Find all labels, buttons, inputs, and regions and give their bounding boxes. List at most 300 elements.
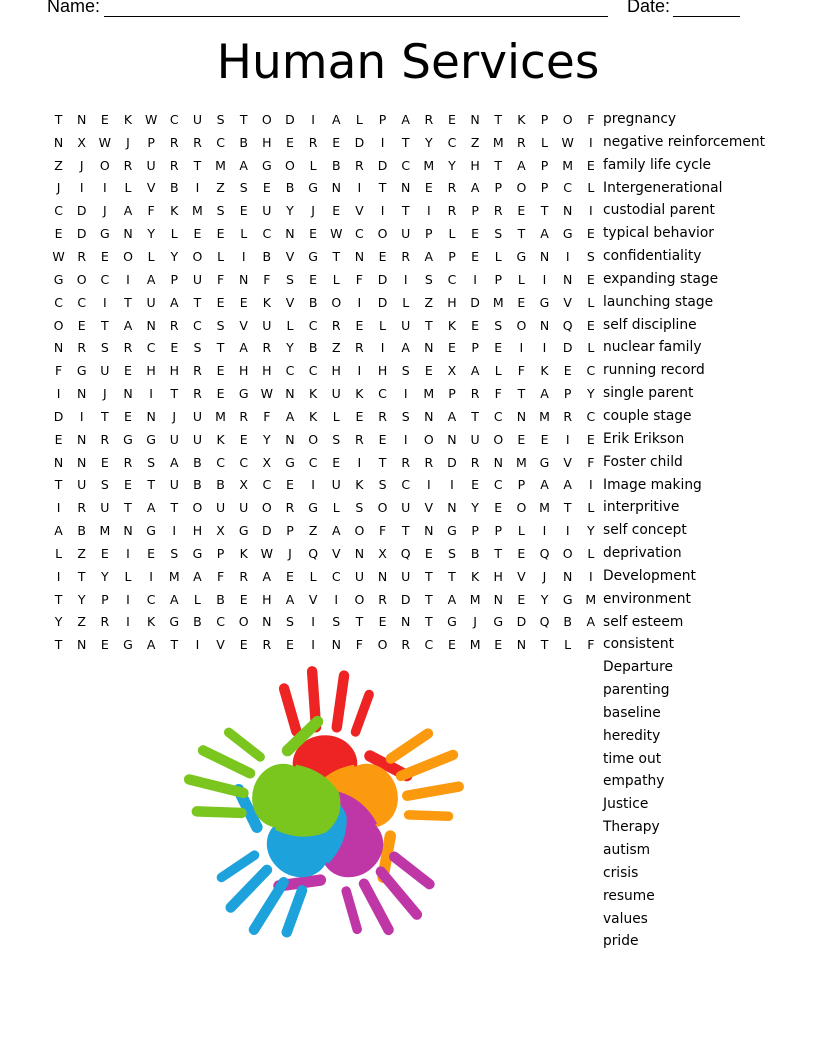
grid-letter: G (539, 454, 550, 470)
grid-letter: E (100, 111, 109, 127)
grid-letter: K (517, 111, 526, 127)
grid-letter: L (587, 340, 595, 356)
grid-letter: I (149, 568, 153, 584)
grid-letter: I (542, 340, 547, 356)
grid-letter: Y (540, 591, 549, 607)
grid-letter: I (56, 386, 61, 402)
grid-letter: P (286, 523, 294, 539)
grid-letter: N (470, 111, 480, 127)
grid-letter: A (540, 386, 549, 402)
grid-letter: P (378, 111, 387, 127)
grid-letter: L (332, 500, 340, 516)
grid-letter: G (447, 523, 457, 539)
grid-letter: Q (308, 545, 319, 561)
grid-letter: N (447, 500, 457, 516)
grid-letter: A (123, 203, 133, 219)
grid-letter: E (286, 637, 294, 653)
grid-letter: N (354, 545, 365, 561)
grid-letter: E (239, 203, 248, 219)
grid-letter: I (426, 477, 431, 493)
grid-letter: E (517, 591, 526, 607)
grid-letter: G (123, 431, 133, 447)
grid-letter: E (332, 203, 341, 219)
date-field[interactable] (673, 16, 740, 17)
grid-letter: P (471, 203, 479, 219)
grid-letter: K (216, 431, 225, 447)
grid-letter: L (587, 545, 595, 561)
grid-letter: D (516, 614, 527, 630)
grid-letter: T (378, 454, 387, 470)
grid-letter: O (562, 111, 573, 127)
grid-letter: I (473, 271, 477, 287)
grid-letter: A (401, 340, 410, 356)
grid-letter: R (424, 111, 434, 127)
grid-letter: N (146, 408, 156, 424)
grid-letter: U (401, 317, 411, 333)
grid-letter: F (378, 523, 387, 539)
grid-letter: E (494, 340, 503, 356)
grid-letter: E (586, 317, 595, 333)
grid-letter: L (193, 591, 201, 607)
grid-letter: U (401, 226, 411, 242)
grid-letter: O (377, 637, 388, 653)
grid-letter: Y (471, 500, 479, 516)
grid-letter: G (308, 500, 318, 516)
grid-letter: E (54, 431, 63, 447)
name-label: Name: (47, 0, 101, 16)
grid-letter: P (540, 180, 549, 196)
grid-letter: T (147, 477, 155, 493)
grid-letter: S (424, 271, 433, 287)
grid-letter: Y (286, 340, 294, 356)
grid-letter: H (262, 363, 272, 379)
grid-letter: A (563, 477, 572, 493)
grid-letter: M (192, 203, 203, 219)
grid-letter: G (308, 180, 318, 196)
grid-letter: I (380, 340, 385, 356)
grid-letter: E (54, 226, 63, 242)
grid-letter: P (425, 226, 433, 242)
grid-letter: O (377, 500, 388, 516)
grid-letter: M (469, 637, 481, 653)
grid-letter: N (493, 591, 503, 607)
grid-letter: A (123, 317, 133, 333)
grid-letter: V (216, 637, 225, 653)
grid-letter: Y (586, 386, 595, 402)
grid-letter: B (563, 614, 572, 630)
word-list-item: Erik Erikson (603, 430, 685, 447)
grid-letter: U (192, 408, 202, 424)
grid-letter: L (309, 568, 317, 584)
grid-letter: L (517, 523, 525, 539)
grid-letter: G (261, 157, 272, 173)
grid-letter: P (147, 134, 155, 150)
grid-letter: G (447, 614, 457, 630)
grid-letter: A (517, 157, 526, 173)
grid-letter: A (447, 591, 457, 607)
grid-letter: I (565, 523, 570, 539)
grid-letter: B (77, 523, 86, 539)
grid-letter: R (308, 134, 318, 150)
grid-letter: I (79, 180, 84, 196)
grid-letter: O (261, 111, 272, 127)
grid-letter: U (401, 500, 411, 516)
grid-letter: A (239, 340, 248, 356)
grid-letter: N (77, 431, 87, 447)
grid-letter: R (470, 386, 480, 402)
grid-letter: C (586, 363, 596, 379)
grid-letter: L (379, 317, 387, 333)
grid-letter: O (516, 317, 527, 333)
grid-letter: I (588, 203, 593, 219)
grid-letter: F (494, 386, 502, 402)
grid-letter: U (146, 157, 156, 173)
grid-letter: N (53, 340, 64, 356)
grid-letter: G (76, 363, 87, 379)
grid-letter: N (53, 454, 64, 470)
grid-letter: U (215, 500, 226, 516)
grid-letter: B (169, 180, 179, 196)
grid-letter: P (170, 271, 179, 287)
grid-letter: R (493, 203, 503, 219)
word-list-item: family life cycle (603, 156, 712, 173)
grid-letter: C (424, 637, 434, 653)
grid-letter: C (216, 614, 225, 630)
grid-letter: T (239, 111, 248, 127)
grid-letter: G (146, 523, 156, 539)
grid-letter: A (146, 500, 156, 516)
grid-letter: E (100, 637, 109, 653)
grid-letter: L (55, 545, 63, 561)
grid-letter: G (308, 248, 318, 264)
grid-letter: Y (170, 248, 179, 264)
grid-letter: P (563, 386, 572, 402)
grid-letter: R (355, 157, 364, 173)
grid-letter: I (403, 386, 408, 402)
grid-letter: Y (448, 157, 456, 173)
grid-letter: S (216, 203, 225, 219)
grid-letter: J (311, 203, 315, 219)
grid-letter: G (100, 226, 110, 242)
grid-letter: P (471, 340, 479, 356)
grid-letter: I (380, 134, 385, 150)
grid-letter: I (195, 180, 200, 196)
grid-letter: I (241, 248, 246, 264)
grid-letter: T (101, 408, 109, 424)
grid-letter: E (216, 363, 225, 379)
grid-letter: V (563, 294, 572, 310)
grid-letter: T (54, 477, 63, 493)
grid-letter: V (285, 294, 295, 310)
grid-letter: N (123, 226, 133, 242)
grid-letter: R (563, 408, 572, 424)
grid-letter: E (124, 408, 132, 424)
hands-illustration (160, 660, 480, 970)
grid-letter: H (262, 591, 272, 607)
grid-letter: U (262, 203, 272, 219)
grid-letter: Z (216, 180, 225, 196)
grid-letter: A (470, 363, 480, 379)
grid-letter: W (561, 134, 574, 150)
grid-letter: K (540, 363, 549, 379)
grid-letter: C (378, 386, 387, 402)
grid-letter: T (124, 294, 132, 310)
grid-letter: E (216, 386, 225, 402)
grid-letter: I (519, 340, 524, 356)
grid-letter: R (262, 340, 272, 356)
grid-letter: L (587, 500, 595, 516)
grid-letter: E (517, 203, 526, 219)
grid-letter: S (378, 477, 387, 493)
grid-letter: B (193, 614, 202, 630)
grid-letter: L (332, 271, 340, 287)
grid-letter: E (239, 637, 248, 653)
grid-letter: T (540, 203, 549, 219)
grid-letter: J (542, 568, 547, 584)
grid-letter: C (447, 271, 457, 287)
grid-letter: I (565, 248, 570, 264)
grid-letter: T (448, 568, 456, 584)
grid-letter: Z (77, 545, 86, 561)
grid-letter: E (355, 317, 364, 333)
grid-letter: L (332, 408, 340, 424)
grid-letter: X (378, 545, 387, 561)
grid-letter: I (403, 431, 408, 447)
grid-letter: I (542, 271, 547, 287)
grid-letter: Y (586, 523, 595, 539)
grid-letter: I (588, 568, 593, 584)
word-list-item: parenting (603, 682, 670, 699)
grid-letter: B (216, 591, 225, 607)
grid-letter: T (193, 157, 202, 173)
grid-letter: V (285, 248, 295, 264)
grid-letter: R (100, 431, 110, 447)
grid-letter: I (126, 614, 130, 630)
grid-letter: Y (263, 431, 271, 447)
grid-letter: O (53, 317, 64, 333)
grid-letter: C (216, 134, 225, 150)
grid-letter: R (77, 500, 87, 516)
grid-letter: N (331, 637, 341, 653)
grid-letter: G (539, 294, 550, 310)
grid-letter: L (355, 111, 363, 127)
word-list-item: Image making (603, 476, 702, 493)
grid-letter: U (331, 386, 341, 402)
grid-letter: D (76, 226, 87, 242)
header (0, 0, 816, 22)
grid-letter: U (169, 431, 179, 447)
grid-letter: R (169, 134, 179, 150)
grid-letter: P (540, 111, 549, 127)
grid-letter: B (308, 294, 318, 310)
grid-letter: W (260, 386, 274, 402)
grid-letter: A (54, 523, 63, 539)
grid-letter: W (260, 545, 274, 561)
grid-letter: L (517, 271, 525, 287)
word-list-item: running record (603, 362, 705, 379)
grid-letter: R (470, 454, 480, 470)
grid-letter: N (424, 340, 434, 356)
grid-letter: M (539, 500, 550, 516)
grid-letter: E (100, 454, 109, 470)
grid-letter: E (378, 614, 387, 630)
grid-letter: N (285, 431, 295, 447)
grid-letter: O (354, 591, 365, 607)
grid-letter: V (308, 591, 318, 607)
grid-letter: M (492, 134, 504, 150)
grid-letter: P (101, 591, 109, 607)
grid-letter: F (54, 363, 63, 379)
grid-letter: A (193, 568, 202, 584)
grid-letter: A (169, 591, 179, 607)
grid-letter: A (169, 454, 179, 470)
word-list-item: consistent (603, 636, 675, 653)
grid-letter: N (331, 180, 341, 196)
grid-letter: E (471, 317, 480, 333)
word-list-item: empathy (603, 773, 665, 790)
grid-letter: G (238, 386, 249, 402)
grid-letter: G (146, 431, 156, 447)
grid-letter: N (77, 454, 87, 470)
grid-letter: E (448, 340, 456, 356)
word-list-item: interpritive (603, 499, 680, 516)
grid-letter: L (494, 363, 502, 379)
grid-letter: R (169, 317, 179, 333)
grid-letter: N (77, 386, 87, 402)
grid-letter: A (470, 180, 480, 196)
grid-letter: N (539, 248, 550, 264)
grid-letter: R (401, 454, 411, 470)
grid-letter: S (216, 111, 225, 127)
grid-letter: R (123, 340, 133, 356)
word-list-item: couple stage (603, 407, 692, 424)
grid-letter: W (330, 226, 343, 242)
grid-letter: P (494, 271, 503, 287)
grid-letter: K (447, 317, 457, 333)
word-list-item: Departure (603, 659, 674, 676)
grid-letter: A (239, 157, 248, 173)
grid-letter: E (77, 317, 86, 333)
grid-letter: C (100, 271, 110, 287)
grid-letter: K (309, 386, 318, 402)
grid-letter: R (285, 500, 295, 516)
grid-letter: L (217, 248, 225, 264)
grid-letter: L (309, 157, 317, 173)
grid-letter: R (424, 454, 434, 470)
word-list-item: baseline (603, 704, 661, 721)
name-field[interactable] (104, 16, 608, 17)
grid-letter: A (586, 614, 596, 630)
grid-letter: S (170, 545, 179, 561)
grid-letter: E (216, 226, 225, 242)
grid-letter: I (195, 637, 200, 653)
grid-letter: I (357, 454, 362, 470)
grid-letter: V (563, 454, 572, 470)
grid-letter: A (447, 408, 457, 424)
grid-letter: C (563, 180, 573, 196)
word-list-item: expanding stage (603, 270, 719, 287)
grid-letter: K (147, 614, 156, 630)
grid-letter: S (332, 431, 341, 447)
grid-letter: C (262, 226, 272, 242)
grid-letter: H (331, 363, 341, 379)
grid-letter: T (332, 248, 341, 264)
grid-letter: I (311, 637, 315, 653)
grid-letter: G (493, 614, 504, 630)
grid-letter: Y (147, 226, 155, 242)
word-list-item: negative reinforcement (603, 133, 765, 150)
grid-letter: E (563, 363, 572, 379)
grid-letter: C (146, 340, 156, 356)
grid-letter: V (517, 568, 526, 584)
grid-letter: G (123, 637, 133, 653)
grid-letter: A (424, 248, 434, 264)
grid-letter: P (448, 248, 456, 264)
grid-letter: Z (470, 134, 480, 150)
grid-letter: Q (539, 614, 550, 630)
grid-letter: Z (331, 340, 341, 356)
grid-letter: R (193, 363, 202, 379)
word-list-item: time out (603, 750, 662, 767)
grid-letter: Y (101, 568, 109, 584)
grid-letter: C (239, 454, 249, 470)
grid-letter: G (53, 271, 64, 287)
word-list-item: resume (603, 887, 655, 904)
grid-letter: R (447, 203, 457, 219)
grid-letter: L (147, 248, 155, 264)
grid-letter: T (494, 545, 503, 561)
grid-letter: O (99, 157, 110, 173)
grid-letter: G (238, 523, 249, 539)
grid-letter: E (448, 111, 456, 127)
grid-letter: V (424, 500, 434, 516)
grid-letter: V (331, 545, 341, 561)
grid-letter: W (98, 134, 112, 150)
grid-letter: R (169, 157, 179, 173)
grid-letter: E (332, 134, 341, 150)
grid-letter: I (357, 363, 362, 379)
grid-letter: W (144, 111, 158, 127)
grid-letter: L (541, 134, 548, 150)
grid-letter: V (146, 180, 156, 196)
grid-letter: U (100, 500, 110, 516)
grid-letter: E (424, 363, 433, 379)
grid-letter: B (239, 134, 248, 150)
word-list-item: crisis (603, 864, 639, 881)
grid-letter: N (493, 454, 503, 470)
grid-letter: V (239, 317, 248, 333)
grid-letter: D (470, 294, 480, 310)
grid-letter: H (238, 363, 249, 379)
grid-letter: D (76, 203, 87, 219)
grid-letter: R (239, 568, 249, 584)
grid-letter: C (401, 157, 411, 173)
grid-letter: R (447, 180, 457, 196)
grid-letter: P (494, 523, 503, 539)
grid-letter: A (262, 568, 272, 584)
grid-letter: B (470, 545, 480, 561)
grid-letter: C (308, 317, 318, 333)
grid-letter: S (216, 317, 225, 333)
grid-letter: H (262, 134, 272, 150)
grid-letter: M (492, 294, 504, 310)
grid-letter: T (101, 317, 109, 333)
grid-letter: M (423, 386, 435, 402)
grid-letter: S (494, 317, 503, 333)
grid-letter: E (100, 545, 109, 561)
grid-letter: O (354, 523, 365, 539)
grid-letter: J (288, 545, 292, 561)
